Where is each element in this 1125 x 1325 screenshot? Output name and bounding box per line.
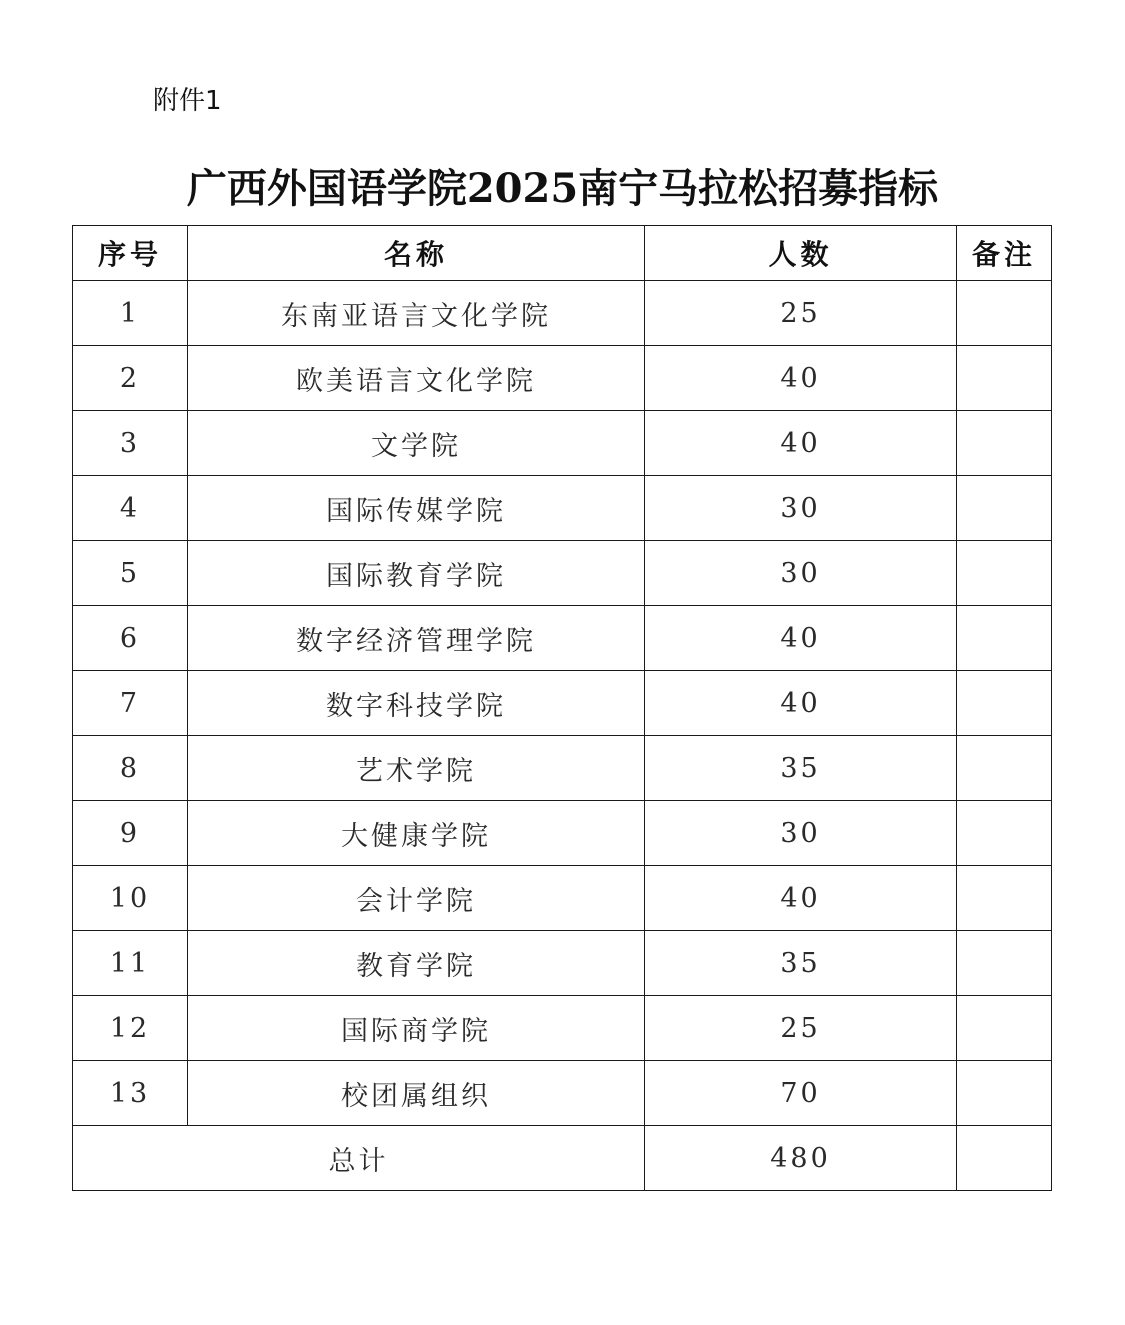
cell-note: [957, 931, 1052, 996]
cell-count: 30: [645, 476, 957, 541]
table-row: [73, 411, 1052, 476]
cell-no: 8: [73, 736, 188, 801]
cell-no: 5: [73, 541, 188, 606]
cell-note: [957, 736, 1052, 801]
cell-name: 欧美语言文化学院: [188, 346, 645, 411]
cell-note: [957, 671, 1052, 736]
cell-no: 1: [73, 281, 188, 346]
total-row: [73, 1126, 1052, 1191]
table-row: [73, 736, 1052, 801]
header-note: 备注: [957, 226, 1052, 281]
cell-name: 文学院: [188, 411, 645, 476]
cell-note: [957, 411, 1052, 476]
cell-name: 艺术学院: [188, 736, 645, 801]
cell-note: [957, 1061, 1052, 1126]
cell-no: 4: [73, 476, 188, 541]
table-row: [73, 1061, 1052, 1126]
cell-count: 40: [645, 411, 957, 476]
cell-note: [957, 606, 1052, 671]
cell-count: 40: [645, 346, 957, 411]
cell-no: 6: [73, 606, 188, 671]
cell-name: 国际传媒学院: [188, 476, 645, 541]
table-row: [73, 541, 1052, 606]
header-no: 序号: [73, 226, 188, 281]
cell-count: 25: [645, 996, 957, 1061]
cell-count: 40: [645, 866, 957, 931]
cell-count: 35: [645, 931, 957, 996]
cell-no: 2: [73, 346, 188, 411]
table-row: [73, 866, 1052, 931]
cell-note: [957, 281, 1052, 346]
table-row: [73, 996, 1052, 1061]
table-row: [73, 671, 1052, 736]
cell-no: 7: [73, 671, 188, 736]
cell-name: 大健康学院: [188, 801, 645, 866]
cell-note: [957, 346, 1052, 411]
header-name: 名称: [188, 226, 645, 281]
table-row: [73, 931, 1052, 996]
cell-name: 数字经济管理学院: [188, 606, 645, 671]
cell-count: 30: [645, 541, 957, 606]
table-row: [73, 606, 1052, 671]
cell-no: 12: [73, 996, 188, 1061]
cell-note: [957, 996, 1052, 1061]
cell-count: 40: [645, 606, 957, 671]
cell-no: 10: [73, 866, 188, 931]
cell-note: [957, 801, 1052, 866]
cell-no: 9: [73, 801, 188, 866]
cell-name: 数字科技学院: [188, 671, 645, 736]
cell-no: 11: [73, 931, 188, 996]
table-header-row: [73, 226, 1052, 281]
cell-note: [957, 476, 1052, 541]
table-row: [73, 346, 1052, 411]
document-title: 广西外国语学院2025南宁马拉松招募指标: [186, 165, 939, 212]
cell-no: 13: [73, 1061, 188, 1126]
total-label: 总计: [73, 1126, 645, 1191]
table-row: [73, 801, 1052, 866]
cell-name: 会计学院: [188, 866, 645, 931]
cell-no: 3: [73, 411, 188, 476]
cell-name: 国际教育学院: [188, 541, 645, 606]
header-count: 人数: [645, 226, 957, 281]
cell-note: [957, 541, 1052, 606]
cell-count: 30: [645, 801, 957, 866]
cell-name: 东南亚语言文化学院: [188, 281, 645, 346]
cell-note: [957, 866, 1052, 931]
cell-count: 25: [645, 281, 957, 346]
cell-count: 35: [645, 736, 957, 801]
cell-count: 40: [645, 671, 957, 736]
cell-count: 70: [645, 1061, 957, 1126]
total-note: [957, 1126, 1052, 1191]
quota-table: [72, 225, 1052, 1191]
table-row: [73, 476, 1052, 541]
table-row: [73, 281, 1052, 346]
cell-name: 教育学院: [188, 931, 645, 996]
cell-name: 校团属组织: [188, 1061, 645, 1126]
total-count: 480: [645, 1126, 957, 1191]
attachment-label: 附件1: [153, 86, 222, 116]
cell-name: 国际商学院: [188, 996, 645, 1061]
